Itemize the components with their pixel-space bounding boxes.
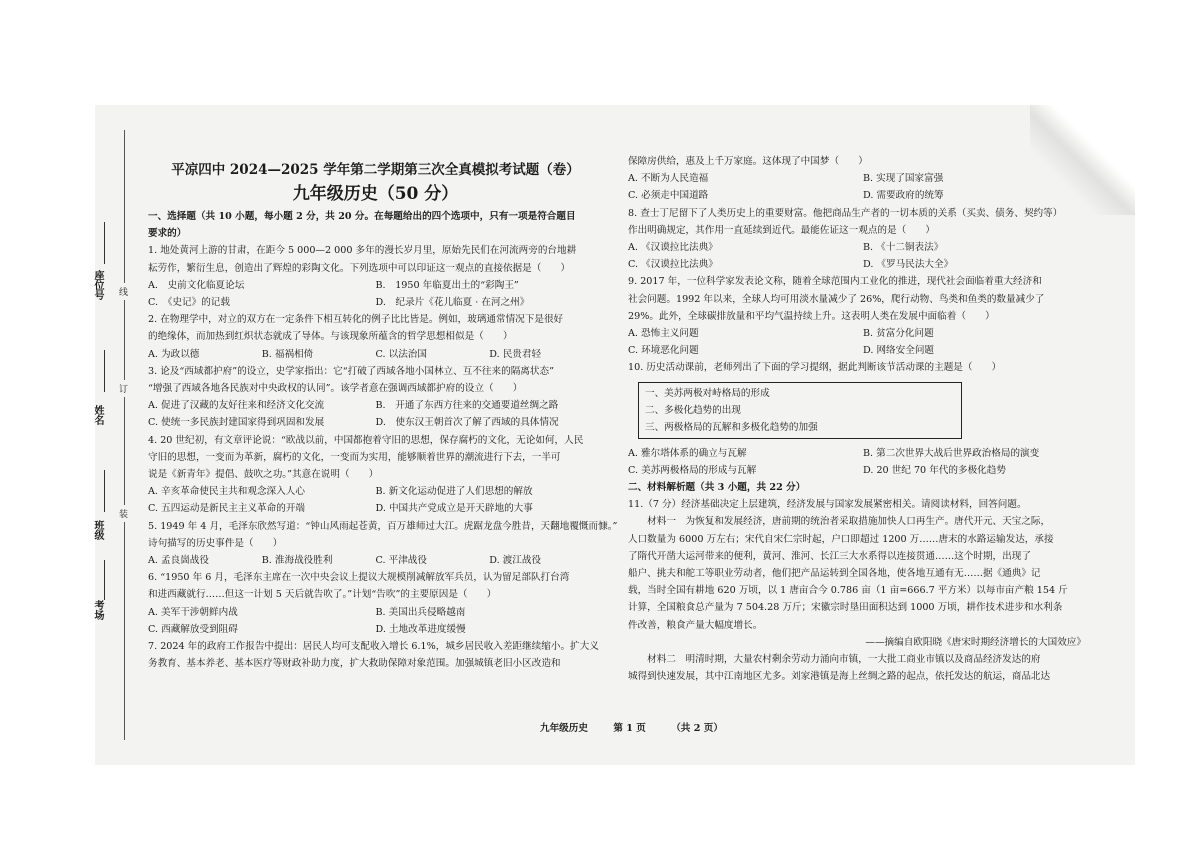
option-row [628,462,1098,479]
question-text: 29%。此外，全球碳排放量和平均气温持续上升。这表明人类在发展中面临着（ ） [628,310,995,322]
option-text: D. 《罗马民法大全》 [863,259,954,271]
question-text: 4. 20 世纪初，有文章评论说：“欧战以前，中国都抱着守旧的思想，保存腐朽的文化，无论如何，人民 [148,434,584,446]
question-text: 社会问题。1992 年以来，全球人均可用淡水量减少了 26%，爬行动物、鸟类和鱼类的数量减少了 [628,293,1045,305]
option-row [148,397,603,414]
option-text: B. 淮海战役胜利 [261,555,333,567]
question-text: 务教育、基本养老、基本医疗等财政补助力度，扩大救助保障对象范围。加强城镇老旧小区改造和 [148,658,561,670]
question-text: 诗句描写的历史事件是（ ） [148,537,283,549]
option-row [148,483,603,500]
option-text: C. 《史记》的记载 [148,297,230,309]
option-text: D. 使东汉王朝首次了解了西域的具体情况 [375,417,559,429]
option-text: D. 纪录片《花儿临夏 · 在河之州》 [375,297,530,309]
binding-mark-staple: 订 [119,380,128,397]
outline-item: 三、两极格局的瓦解和多极化趋势的加强 [645,421,818,433]
option-text: C. 使统一多民族封建国家得到巩固和发展 [148,417,325,429]
option-text: B. 福祸相倚 [261,348,314,360]
exam-subtitle: 九年级历史（50 分） [292,184,459,204]
fill-line [104,222,105,264]
question-text: 载，当时全国有耕地 620 万顷，以 1 唐亩合今 0.786 亩（1 亩=666.7 平方米）以每市亩产粮 154 斤 [628,585,1068,597]
section-heading: 要求的） [148,228,187,240]
outline-item: 一、美苏两极对峙格局的形成 [645,387,770,399]
option-text: A. 雅尔塔体系的确立与瓦解 [628,447,747,459]
question-text: 计算，全国粮食总产量为 7 504.28 万斤；宋徽宗时垦田面积达到 1000 万顷，耕作技术进步和水利条 [628,602,1063,614]
fill-line [104,560,105,600]
option-row [628,445,1098,462]
question-text: 城得到快速发展，其中江南地区尤多。刘家港镇是海上丝绸之路的起点，依托发达的航运，商品北达 [628,671,1051,683]
section-heading: 二、材料解析题（共 3 小题，共 22 分） [628,482,806,494]
question-text: 说是《新青年》提倡、鼓吹之功。”其意在说明（ ） [148,469,379,481]
option-text: A. 辛亥革命使民主共和观念深入人心 [148,486,305,498]
option-row [628,325,1098,342]
question-text: 2. 在物理学中，对立的双方在一定条件下相互转化的例子比比皆是。例如，玻璃通常情况下是很好 [148,314,564,326]
question-text: 1. 地处黄河上游的甘肃，在距今 5 000—2 000 多年的漫长岁月里，原始先民们在河流两旁的台地耕 [148,245,577,257]
question-text: 船户、挑夫和舵工等职业劳动者，他们把产品运转到全国各地，使各地互通有无……据《通典》记 [628,568,1041,580]
question-text: 和进西藏就行……但这一计划 5 天后就告吹了。”计划“告吹”的主要原因是（ ） [148,589,497,601]
option-row [628,342,1098,359]
option-row [148,414,603,431]
question-text: 材料二 明清时期，大量农村剩余劳动力涌向市镇，一大批工商业市镇以及商品经济发达的府 [628,654,1041,666]
question-text: 耘劳作，繁衍生息，创造出了辉煌的彩陶文化。下列选项中可以印证这一观点的直接依据是（ ） [148,262,571,274]
option-text: A. 《汉谟拉比法典》 [628,242,718,254]
question-text: 10. 历史活动课前，老师列出了下面的学习提纲，据此判断该节活动课的主题是（ ） [628,362,1002,374]
option-row [148,346,603,363]
option-text: C. 五四运动是新民主主义革命的开端 [148,503,306,515]
option-text: C. 以法治国 [375,348,427,360]
option-row [148,294,603,311]
name-label: 姓名 [92,405,103,425]
question-text: 守旧的思想，一变而为革新，腐朽的文化，一变而为实用，能够顺着世界的潮流进行下去，一半可 [148,451,561,463]
option-text: D. 渡江战役 [489,555,542,567]
section-heading: 一、选择题（共 10 小题，每小题 2 分，共 20 分。在每题给出的四个选项中，只有一项是符合题目 [148,211,576,222]
left-questions [148,208,618,672]
option-text: C. 西藏解放受到阻碍 [148,623,238,635]
option-text: D. 中国共产党成立是开天辟地的大事 [375,503,533,515]
question-text: 3. 论及“西域都护府”的设立，史学家指出：它“打破了西域各地小国林立、互不往来的隔离状态” [148,365,554,377]
option-row [148,500,603,517]
right-column [628,153,1098,685]
binding-mark-line: 线 [119,283,128,300]
option-text: A. 孟良崮战役 [148,555,209,567]
option-text: B. 开通了东西方往来的交通要道丝绸之路 [375,400,559,412]
option-text: C. 环境恶化问题 [628,345,699,357]
question-text: 件改善，粮食产量大幅度增长。 [628,619,763,631]
fill-line [104,350,105,392]
question-text: “增强了西域各地各民族对中央政权的认同”。该学者意在强调西域都护府的设立（ ） [148,383,523,395]
option-text: A. 为政以德 [148,348,200,360]
exam-title: 平凉四中 2024—2025 学年第二学期第三次全真模拟考试题（卷） [171,162,580,178]
option-row [148,552,603,569]
option-text: B. 新文化运动促进了人们思想的解放 [375,486,533,498]
option-text: B. 《十二铜表法》 [863,242,944,254]
question-text: 保障房供给，惠及上千万家庭。这体现了中国梦（ ） [628,156,868,167]
binding-line [124,130,125,740]
question-text: 8. 查士丁尼留下了人类历史上的重要财富。他把商品生产者的一切本质的关系（买卖、债务、契约等） [628,207,1063,219]
option-text: A. 恐怖主义问题 [628,328,699,340]
right-questions-bottom [628,445,1098,686]
option-row [628,170,1098,187]
option-row [628,187,1098,204]
option-text: B. 实现了国家富强 [863,173,944,185]
option-text: D. 民贵君轻 [489,348,542,360]
footer-page: 第 1 页 [613,723,646,734]
outline-box [638,382,962,439]
option-row [148,621,603,638]
outline-item: 二、多极化趋势的出现 [645,404,741,416]
seat-number-label: 座位号 [92,270,103,300]
footer-total: （共 2 页） [671,723,723,734]
question-text: 9. 2017 年，一位科学家发表论文称，随着全球范围内工业化的推进，现代社会面临着重大经济和 [628,276,1042,288]
option-row [148,604,603,621]
option-text: A. 不断为人民造福 [628,173,709,185]
source-citation: ——摘编自欧阳晓《唐宋时期经济增长的大国效应》 [865,636,1086,648]
question-text: 的绝缘体，而加热到红炽状态就成了导体。与该现象所蕴含的哲学思想相似是（ ） [148,331,513,343]
question-text: 7. 2024 年的政府工作报告中提出：居民人均可支配收入增长 6.1%，城乡居民收入差距继续缩小。扩大义 [148,641,599,653]
option-row [628,256,1098,273]
option-text: B. 美国出兵侵略越南 [375,606,466,618]
option-text: C. 平津战役 [375,555,427,567]
question-text: 材料一 为恢复和发展经济，唐前期的统治者采取措施加快人口再生产。唐代开元、天宝之际， [628,516,1051,528]
option-text: A. 美军干涉朝鲜内战 [148,606,238,618]
option-text: D. 需要政府的统筹 [863,190,944,202]
left-column [148,160,618,672]
option-text: C. 必须走中国道路 [628,190,709,202]
option-row [148,277,603,294]
footer-subject: 九年级历史 [540,723,588,734]
question-text: 11.（7 分）经济基础决定上层建筑，经济发展与国家发展紧密相关。请阅读材料，回答问题。 [628,499,1027,511]
option-text: C. 美苏两极格局的形成与瓦解 [628,464,757,476]
right-questions-top [628,153,1098,377]
option-row [628,239,1098,256]
question-text: 了隋代开凿大运河带来的便利，黄河、淮河、长江三大水系得以连接贯通……这个时期，出现了 [628,550,1031,562]
option-text: A. 史前文化临夏论坛 [148,279,245,291]
option-text: B. 1950 年临夏出土的“彩陶王” [375,279,519,291]
fill-line [104,470,105,512]
page-footer [540,720,745,734]
option-text: B. 贫富分化问题 [863,328,934,340]
class-label: 班级 [92,520,103,540]
question-text: 6. “1950 年 6 月，毛泽东主席在一次中央会议上提议大规模削减解放军兵员，认为留足部队打台湾 [148,572,570,584]
question-text: 人口数量为 6000 万左右；宋代自宋仁宗时起，户口即超过 1200 万……唐末的水路运输发达，承接 [628,533,1054,545]
binding-mark-bind: 装 [119,505,128,522]
exam-room-label: 考场 [92,600,103,620]
question-text: 作出明确规定，其作用一直延续到近代。最能佐证这一观点的是（ ） [628,224,935,236]
option-text: C. 《汉谟拉比法典》 [628,259,718,271]
option-text: D. 网络安全问题 [863,345,935,357]
option-text: D. 土地改革进度缓慢 [375,623,466,635]
option-text: A. 促进了汉藏的友好往来和经济文化交流 [148,400,325,412]
option-text: D. 20 世纪 70 年代的多极化趋势 [863,464,1006,476]
option-text: B. 第二次世界大战后世界政治格局的演变 [863,447,1040,459]
question-text: 5. 1949 年 4 月，毛泽东欣然写道：“钟山风雨起苍黄，百万雄师过大江。虎踞龙盘今胜昔，天翻地覆慨而慷。” [148,520,618,532]
